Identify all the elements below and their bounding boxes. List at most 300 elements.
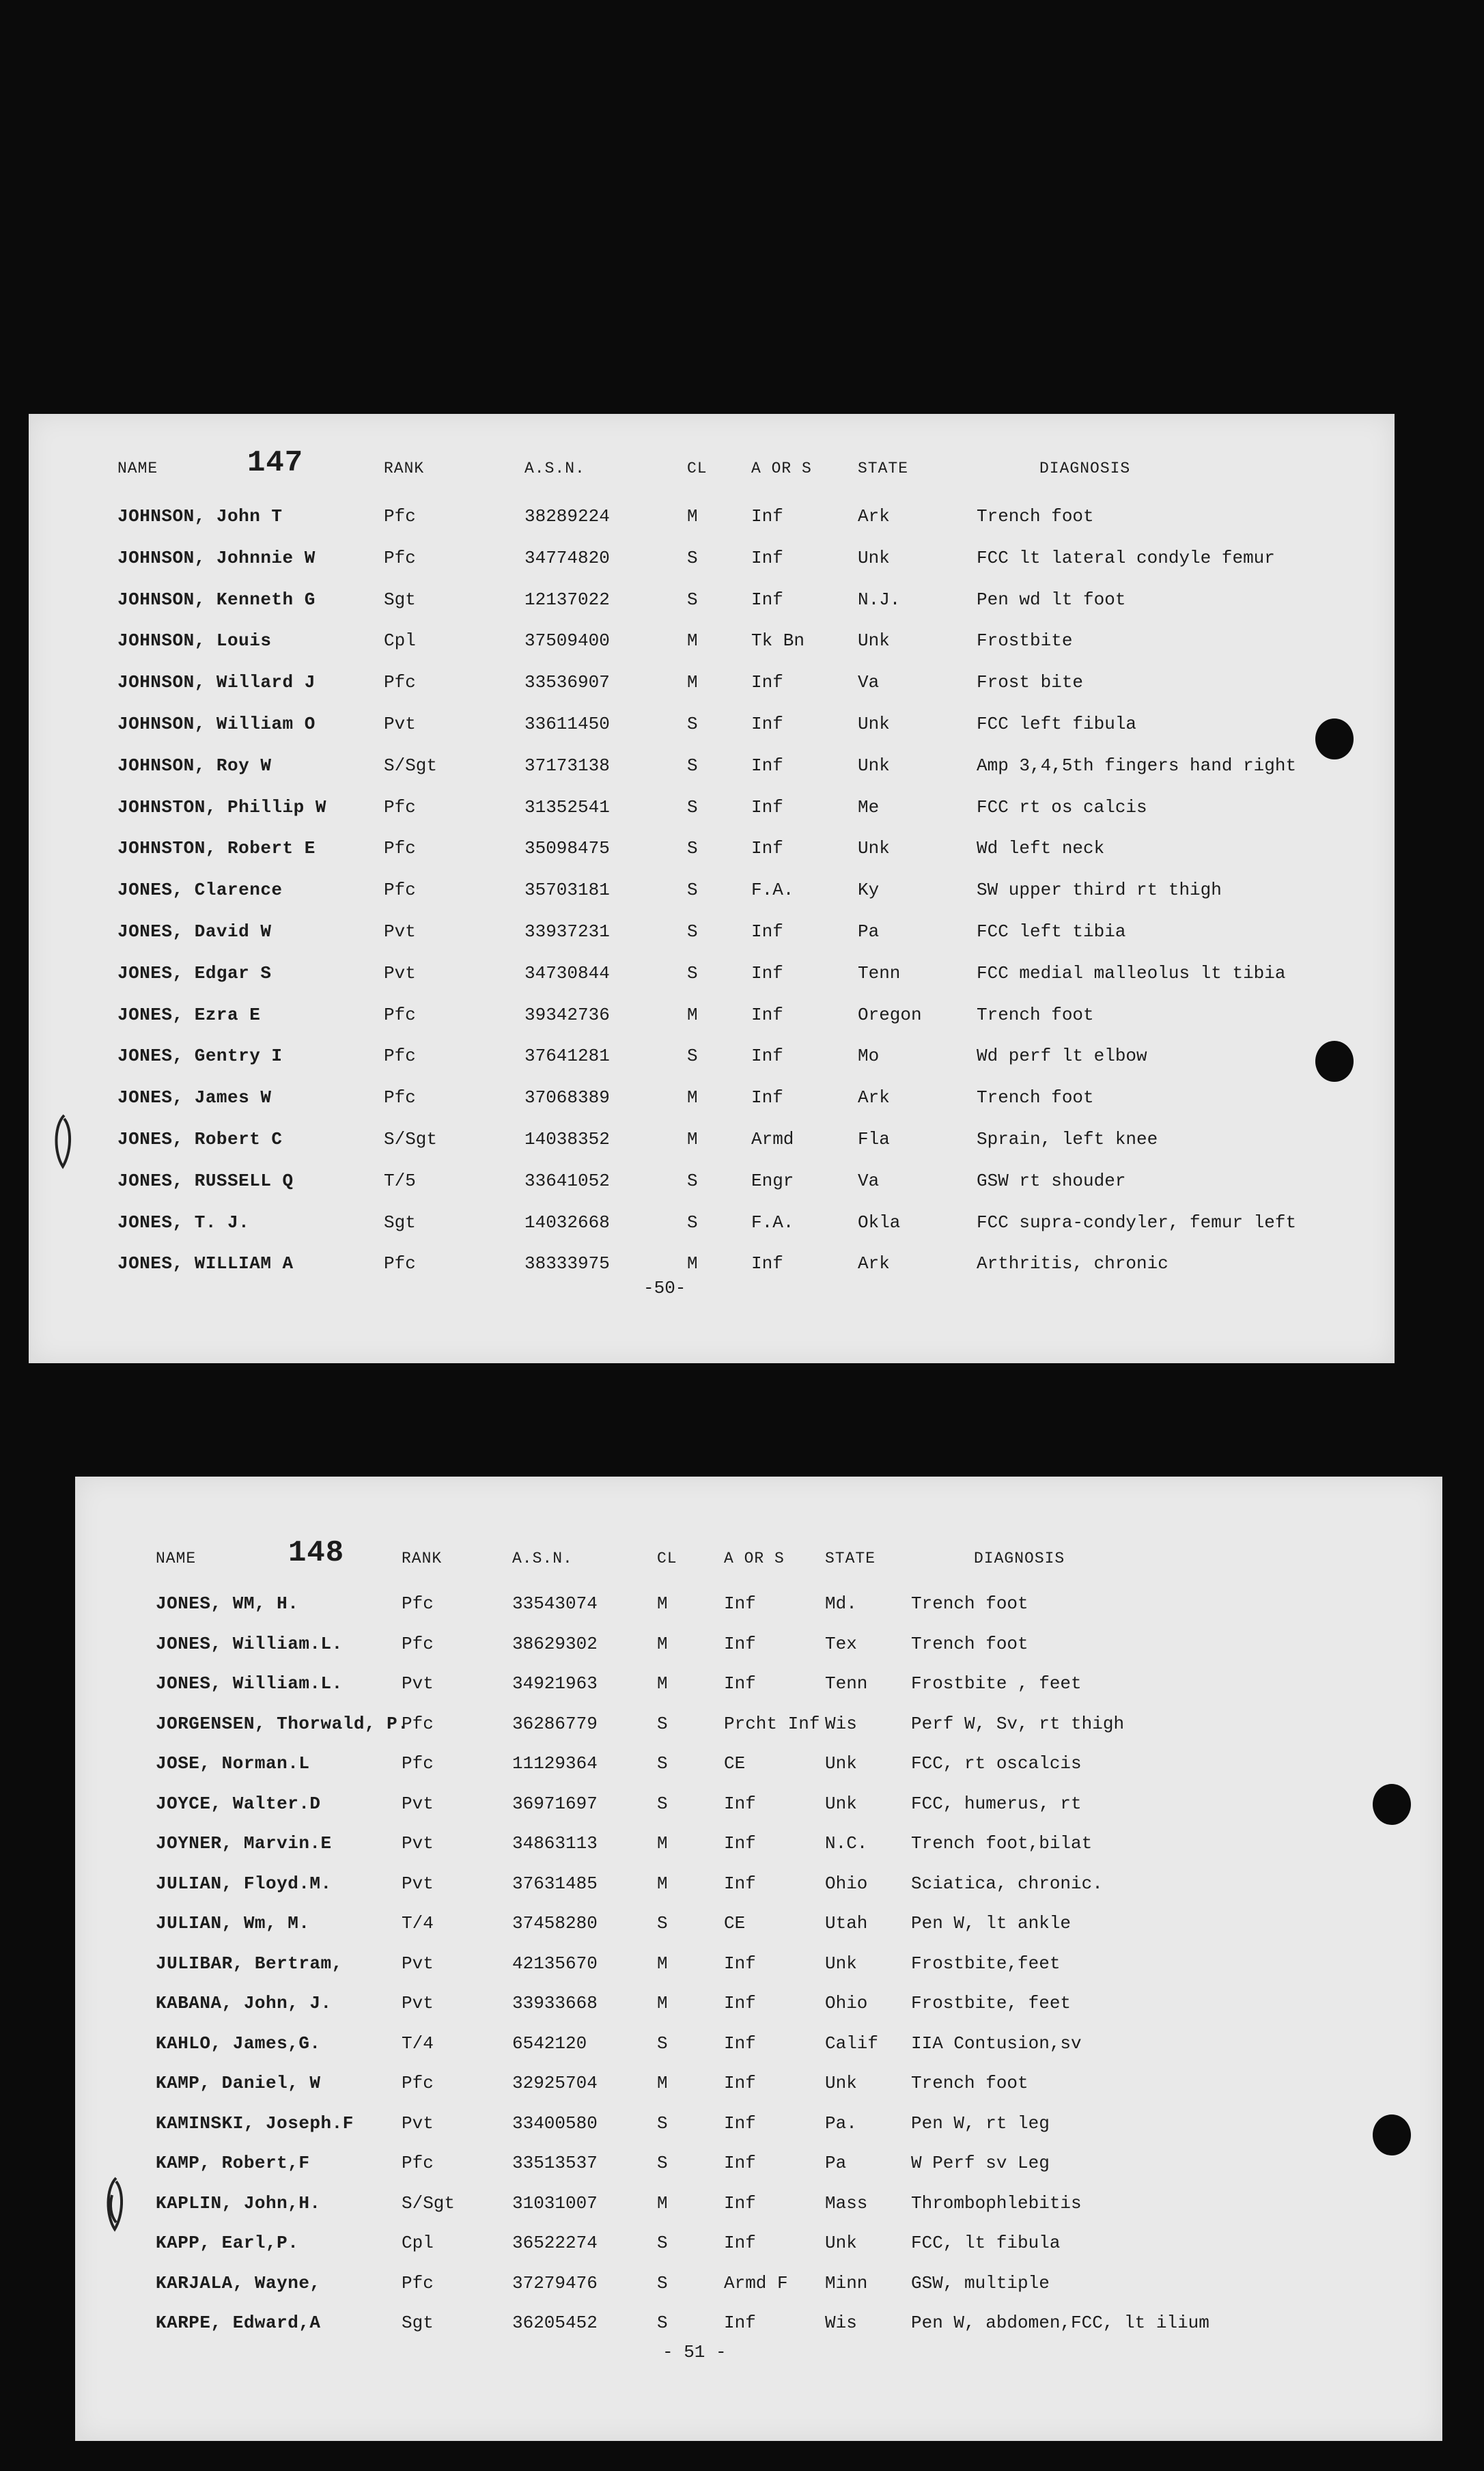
serial-number: 35703181 (524, 880, 610, 901)
arm-or-service: F.A. (751, 1212, 794, 1233)
person-name: JULIAN, Wm, M. (156, 1913, 310, 1933)
class: S (657, 2233, 668, 2253)
state: Pa (825, 2153, 847, 2173)
person-name: JONES, Gentry I (117, 1046, 283, 1067)
table-row (75, 1670, 1442, 1697)
class: M (657, 1673, 668, 1694)
serial-number: 38629302 (512, 1633, 598, 1654)
diagnosis: Trench foot,bilat (911, 1833, 1093, 1854)
diagnosis: GSW rt shouder (977, 1170, 1126, 1191)
card-header (29, 446, 1395, 482)
serial-number: 31031007 (512, 2192, 598, 2214)
table-row (75, 1870, 1442, 1897)
table-row (75, 2270, 1442, 2297)
serial-number: 14032668 (524, 1212, 610, 1233)
table-row (75, 1750, 1442, 1777)
state: Pa. (825, 2112, 857, 2134)
diagnosis: Sciatica, chronic. (911, 1873, 1103, 1894)
serial-number: 38289224 (524, 506, 610, 527)
class: S (687, 838, 698, 859)
class: S (657, 1753, 668, 1774)
punch-hole (1315, 718, 1354, 759)
rank: Pfc (384, 796, 416, 818)
header-asn: A.S.N. (512, 1550, 573, 1567)
state: Calif (825, 2033, 879, 2054)
table-row (75, 1910, 1442, 1937)
state: Unk (825, 1953, 857, 1974)
diagnosis: Frost bite (977, 672, 1084, 693)
arm-or-service: Inf (724, 2112, 756, 2134)
state: Unk (858, 714, 890, 734)
diagnosis: Frostbite, feet (911, 1993, 1072, 2013)
arm-or-service: Armd (751, 1129, 794, 1149)
table-row (29, 627, 1395, 654)
table-row (75, 2030, 1442, 2057)
person-name: KAMP, Daniel, W (156, 2073, 321, 2093)
table-row (75, 1630, 1442, 1658)
state: Fla (858, 1129, 890, 1149)
diagnosis: IIA Contusion,sv (911, 2033, 1082, 2054)
rank: Pfc (402, 2073, 434, 2093)
punch-hole (1315, 1041, 1354, 1082)
person-name: JULIAN, Floyd.M. (156, 1873, 332, 1894)
class: S (687, 880, 698, 901)
rank: Pvt (402, 1953, 434, 1974)
arm-or-service: Inf (724, 2153, 756, 2173)
class: M (687, 672, 698, 693)
diagnosis: Trench foot (977, 1087, 1094, 1108)
state: Unk (825, 2073, 857, 2093)
rank: Pfc (402, 1713, 434, 1734)
arm-or-service: Inf (751, 1087, 783, 1108)
diagnosis: Trench foot (911, 1633, 1028, 1654)
table-row (29, 1126, 1395, 1153)
state: Unk (858, 630, 890, 652)
diagnosis: Pen W, abdomen,FCC, lt ilium (911, 2313, 1209, 2333)
header-diagnosis: DIAGNOSIS (1039, 460, 1131, 477)
serial-number: 33513537 (512, 2153, 598, 2173)
serial-number: 34921963 (512, 1673, 598, 1694)
rank: Sgt (384, 1212, 416, 1233)
class: M (657, 2073, 668, 2093)
paperclip-mark (102, 2175, 130, 2236)
state: Ark (858, 1253, 890, 1274)
state: Ohio (825, 1993, 868, 2013)
serial-number: 33611450 (524, 714, 610, 734)
table-row (75, 1710, 1442, 1737)
arm-or-service: Prcht Inf (724, 1713, 820, 1734)
rank: Pfc (384, 1046, 416, 1067)
arm-or-service: Inf (751, 714, 783, 734)
serial-number: 36286779 (512, 1713, 598, 1734)
table-row (29, 1167, 1395, 1195)
table-row (29, 752, 1395, 779)
person-name: JOHNSTON, Robert E (117, 838, 316, 859)
person-name: JOYCE, Walter.D (156, 1793, 321, 1814)
table-row (29, 794, 1395, 821)
table-row (29, 1001, 1395, 1029)
person-name: JONES, William.L. (156, 1633, 343, 1654)
serial-number: 33543074 (512, 1593, 598, 1614)
serial-number: 33937231 (524, 921, 610, 942)
table-row (29, 710, 1395, 738)
arm-or-service: Inf (724, 1953, 756, 1974)
serial-number: 37641281 (524, 1046, 610, 1067)
state: Wis (825, 2313, 857, 2333)
rank: T/4 (402, 1913, 434, 1933)
serial-number: 37509400 (524, 630, 610, 652)
serial-number: 14038352 (524, 1129, 610, 1149)
person-name: KAHLO, James,G. (156, 2033, 321, 2054)
state: N.C. (825, 1833, 868, 1854)
table-row (29, 918, 1395, 945)
state: Oregon (858, 1004, 922, 1025)
person-name: JONES, T. J. (117, 1212, 250, 1233)
state: Va (858, 1170, 880, 1191)
state: Unk (858, 838, 890, 859)
header-name: NAME (117, 460, 158, 477)
header-rank: RANK (384, 460, 425, 477)
rank: Pvt (402, 1793, 434, 1814)
state: Mo (858, 1046, 880, 1067)
class: M (687, 630, 698, 652)
person-name: JOHNSON, Louis (117, 630, 272, 652)
header-a-or-s: A OR S (724, 1550, 785, 1567)
person-name: KAPLIN, John,H. (156, 2192, 321, 2214)
serial-number: 33641052 (524, 1170, 610, 1191)
class: M (687, 1004, 698, 1025)
card-number: 147 (247, 446, 304, 480)
table-row (75, 2190, 1442, 2217)
person-name: JOHNSON, William O (117, 714, 316, 734)
rank: Pfc (402, 2272, 434, 2293)
serial-number: 33933668 (512, 1993, 598, 2013)
state: Unk (825, 2233, 857, 2253)
person-name: JONES, Robert C (117, 1129, 283, 1149)
header-a-or-s: A OR S (751, 460, 812, 477)
rank: Pvt (384, 921, 416, 942)
arm-or-service: Inf (751, 672, 783, 693)
class: S (657, 2272, 668, 2293)
arm-or-service: Inf (751, 921, 783, 942)
serial-number: 39342736 (524, 1004, 610, 1025)
diagnosis: Perf W, Sv, rt thigh (911, 1713, 1125, 1734)
header-state: STATE (858, 460, 909, 477)
diagnosis: Pen W, rt leg (911, 2112, 1050, 2134)
state: Tenn (858, 962, 901, 983)
arm-or-service: Inf (724, 1593, 756, 1614)
person-name: JOHNSON, Johnnie W (117, 547, 316, 568)
arm-or-service: Tk Bn (751, 630, 805, 652)
arm-or-service: Inf (751, 755, 783, 776)
header-name: NAME (156, 1550, 197, 1567)
serial-number: 34863113 (512, 1833, 598, 1854)
rank: Pfc (402, 1633, 434, 1654)
diagnosis: FCC, rt oscalcis (911, 1753, 1082, 1774)
table-row (29, 503, 1395, 530)
diagnosis: FCC left tibia (977, 921, 1126, 942)
arm-or-service: Inf (751, 796, 783, 818)
person-name: JORGENSEN, Thorwald, P. (156, 1713, 409, 1734)
table-row (75, 2229, 1442, 2257)
class: S (657, 2153, 668, 2173)
rank: Pvt (402, 1993, 434, 2013)
diagnosis: FCC supra-condyler, femur left (977, 1212, 1297, 1233)
person-name: JONES, WILLIAM A (117, 1253, 294, 1274)
header-state: STATE (825, 1550, 876, 1567)
person-name: JOHNSON, Kenneth G (117, 589, 316, 610)
arm-or-service: Inf (751, 1046, 783, 1067)
arm-or-service: F.A. (751, 880, 794, 901)
person-name: JOHNSON, John T (117, 506, 283, 527)
arm-or-service: Inf (724, 2033, 756, 2054)
state: Ark (858, 506, 890, 527)
rank: Cpl (402, 2233, 434, 2253)
table-row (75, 1790, 1442, 1817)
person-name: JONES, David W (117, 921, 272, 942)
arm-or-service: Inf (724, 1633, 756, 1654)
serial-number: 31352541 (524, 796, 610, 818)
serial-number: 6542120 (512, 2033, 587, 2054)
arm-or-service: Engr (751, 1170, 794, 1191)
person-name: JULIBAR, Bertram, (156, 1953, 343, 1974)
rank: S/Sgt (384, 1129, 438, 1149)
diagnosis: Wd perf lt elbow (977, 1046, 1147, 1067)
arm-or-service: Inf (724, 1793, 756, 1814)
arm-or-service: Inf (751, 1004, 783, 1025)
header-asn: A.S.N. (524, 460, 585, 477)
diagnosis: Trench foot (977, 506, 1094, 527)
arm-or-service: Inf (724, 2192, 756, 2214)
punch-hole (1373, 1784, 1411, 1825)
rank: Pfc (384, 1004, 416, 1025)
state: Ohio (825, 1873, 868, 1894)
rank: Pfc (384, 880, 416, 901)
class: S (687, 589, 698, 610)
table-row (29, 960, 1395, 987)
arm-or-service: Inf (724, 2073, 756, 2093)
class: S (687, 714, 698, 734)
record-card-147 (29, 414, 1395, 1363)
state: Tex (825, 1633, 857, 1654)
person-name: JONES, William.L. (156, 1673, 343, 1694)
serial-number: 36205452 (512, 2313, 598, 2333)
table-row (29, 835, 1395, 862)
state: Pa (858, 921, 880, 942)
state: Minn (825, 2272, 868, 2293)
rank: Pfc (402, 1753, 434, 1774)
class: M (657, 1833, 668, 1854)
diagnosis: Amp 3,4,5th fingers hand right (977, 755, 1297, 776)
diagnosis: SW upper third rt thigh (977, 880, 1222, 901)
serial-number: 34730844 (524, 962, 610, 983)
person-name: KAMP, Robert,F (156, 2153, 310, 2173)
rank: Pvt (402, 1873, 434, 1894)
page-number: - 51 - (662, 2342, 727, 2362)
arm-or-service: Inf (724, 1873, 756, 1894)
rank: S/Sgt (402, 2192, 456, 2214)
class: S (687, 1212, 698, 1233)
arm-or-service: Inf (724, 1673, 756, 1694)
diagnosis: Trench foot (911, 1593, 1028, 1614)
class: M (657, 1633, 668, 1654)
class: S (657, 2033, 668, 2054)
table-row (75, 1950, 1442, 1977)
table-row (29, 876, 1395, 904)
state: Md. (825, 1593, 857, 1614)
person-name: JONES, James W (117, 1087, 272, 1108)
arm-or-service: Inf (724, 2233, 756, 2253)
rank: Sgt (384, 589, 416, 610)
class: S (687, 755, 698, 776)
person-name: JOYNER, Marvin.E (156, 1833, 332, 1854)
state: Va (858, 672, 880, 693)
serial-number: 37173138 (524, 755, 610, 776)
class: S (687, 1046, 698, 1067)
state: Me (858, 796, 880, 818)
rank: Pvt (402, 1833, 434, 1854)
diagnosis: Frostbite,feet (911, 1953, 1061, 1974)
table-row (29, 669, 1395, 696)
rank: Pfc (384, 672, 416, 693)
state: Unk (858, 547, 890, 568)
table-row (75, 1590, 1442, 1617)
rank: Sgt (402, 2313, 434, 2333)
table-row (29, 586, 1395, 613)
arm-or-service: Inf (751, 547, 783, 568)
state: Unk (825, 1753, 857, 1774)
rank: Pfc (384, 838, 416, 859)
rank: S/Sgt (384, 755, 438, 776)
diagnosis: FCC medial malleolus lt tibia (977, 962, 1286, 983)
punch-hole (1373, 2114, 1411, 2155)
serial-number: 11129364 (512, 1753, 598, 1774)
serial-number: 37631485 (512, 1873, 598, 1894)
class: M (687, 1253, 698, 1274)
table-row (75, 2149, 1442, 2177)
serial-number: 33536907 (524, 672, 610, 693)
paperclip-mark (51, 1112, 78, 1173)
table-row (29, 1209, 1395, 1236)
arm-or-service: Inf (751, 962, 783, 983)
class: M (687, 1087, 698, 1108)
state: Ky (858, 880, 880, 901)
arm-or-service: Inf (724, 1833, 756, 1854)
class: M (687, 506, 698, 527)
serial-number: 34774820 (524, 547, 610, 568)
rank: Pvt (402, 1673, 434, 1694)
diagnosis: Arthritis, chronic (977, 1253, 1168, 1274)
diagnosis: FCC left fibula (977, 714, 1137, 734)
diagnosis: FCC, humerus, rt (911, 1793, 1082, 1814)
table-row (29, 1084, 1395, 1111)
table-row (75, 1990, 1442, 2017)
state: Unk (858, 755, 890, 776)
class: S (657, 2112, 668, 2134)
diagnosis: Sprain, left knee (977, 1129, 1158, 1149)
rank: T/4 (402, 2033, 434, 2054)
class: S (687, 796, 698, 818)
person-name: KAMINSKI, Joseph.F (156, 2112, 354, 2134)
state: Mass (825, 2192, 868, 2214)
rank: Cpl (384, 630, 416, 652)
header-rank: RANK (402, 1550, 443, 1567)
diagnosis: Thrombophlebitis (911, 2192, 1082, 2214)
person-name: JOSE, Norman.L (156, 1753, 310, 1774)
serial-number: 37458280 (512, 1913, 598, 1933)
class: M (657, 1593, 668, 1614)
class: S (657, 1713, 668, 1734)
diagnosis: Trench foot (977, 1004, 1094, 1025)
table-row (29, 1250, 1395, 1277)
class: M (657, 2192, 668, 2214)
class: S (687, 547, 698, 568)
serial-number: 32925704 (512, 2073, 598, 2093)
rank: Pfc (384, 506, 416, 527)
page-number: -50- (643, 1278, 686, 1298)
diagnosis: Frostbite , feet (911, 1673, 1082, 1694)
serial-number: 38333975 (524, 1253, 610, 1274)
table-row (75, 2309, 1442, 2336)
header-diagnosis: DIAGNOSIS (974, 1550, 1065, 1567)
serial-number: 12137022 (524, 589, 610, 610)
diagnosis: Pen W, lt ankle (911, 1913, 1072, 1933)
class: M (657, 1993, 668, 2013)
state: Unk (825, 1793, 857, 1814)
class: M (657, 1953, 668, 1974)
diagnosis: W Perf sv Leg (911, 2153, 1050, 2173)
person-name: JOHNSTON, Phillip W (117, 796, 326, 818)
rank: Pvt (384, 714, 416, 734)
diagnosis: Trench foot (911, 2073, 1028, 2093)
class: S (657, 1913, 668, 1933)
class: M (657, 1873, 668, 1894)
person-name: KARPE, Edward,A (156, 2313, 321, 2333)
person-name: JOHNSON, Willard J (117, 672, 316, 693)
table-row (29, 544, 1395, 572)
state: Okla (858, 1212, 901, 1233)
person-name: JONES, RUSSELL Q (117, 1170, 294, 1191)
state: Wis (825, 1713, 857, 1734)
arm-or-service: Inf (751, 506, 783, 527)
rank: Pvt (402, 2112, 434, 2134)
table-row (75, 1830, 1442, 1857)
serial-number: 35098475 (524, 838, 610, 859)
serial-number: 37279476 (512, 2272, 598, 2293)
rank: Pvt (384, 962, 416, 983)
card-header (75, 1536, 1442, 1572)
person-name: KARJALA, Wayne, (156, 2272, 321, 2293)
serial-number: 33400580 (512, 2112, 598, 2134)
person-name: JONES, Ezra E (117, 1004, 261, 1025)
diagnosis: FCC lt lateral condyle femur (977, 547, 1275, 568)
serial-number: 37068389 (524, 1087, 610, 1108)
rank: Pfc (384, 1087, 416, 1108)
diagnosis: FCC rt os calcis (977, 796, 1147, 818)
rank: Pfc (384, 1253, 416, 1274)
table-row (75, 2069, 1442, 2097)
arm-or-service: Inf (751, 1253, 783, 1274)
state: N.J. (858, 589, 901, 610)
person-name: JONES, WM, H. (156, 1593, 299, 1614)
header-cl: CL (657, 1550, 677, 1567)
class: S (687, 962, 698, 983)
diagnosis: GSW, multiple (911, 2272, 1050, 2293)
rank: Pfc (384, 547, 416, 568)
arm-or-service: Inf (751, 838, 783, 859)
state: Ark (858, 1087, 890, 1108)
diagnosis: Wd left neck (977, 838, 1105, 859)
